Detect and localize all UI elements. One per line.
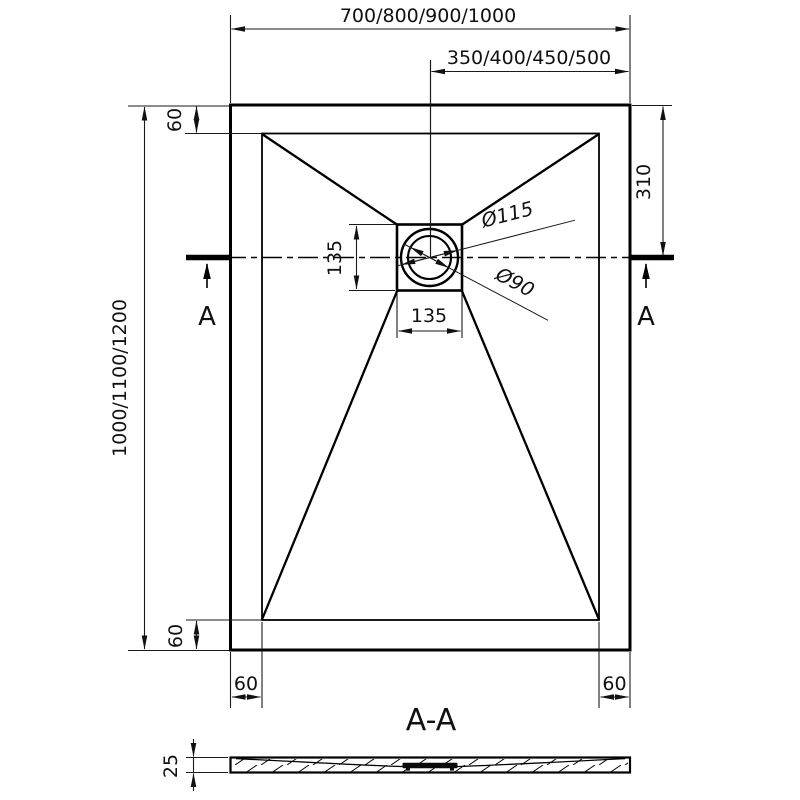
section-letter-right: A	[637, 302, 655, 332]
dim-drain-width	[397, 293, 462, 338]
dim-label-drain-height: 135	[324, 239, 346, 277]
dim-label-rim-bottom: 60	[165, 623, 187, 649]
slope-edge-bottom-right	[462, 290, 600, 620]
dim-label-rim-top: 60	[164, 107, 186, 133]
dim-label-drain-inner-diameter: Ø90	[491, 262, 539, 302]
leader-arrow	[411, 247, 430, 257]
dim-label-center-from-top: 310	[633, 163, 655, 201]
dim-thickness	[160, 739, 228, 791]
dim-label-thickness: 25	[160, 753, 182, 779]
dim-label-rim-left: 60	[233, 673, 259, 695]
plan-view	[190, 60, 670, 650]
dim-label-overall-length: 1000/1100/1200	[109, 299, 131, 457]
section-drain-foot-right	[450, 768, 454, 771]
dim-rim-top	[164, 107, 261, 134]
section-drain-foot-left	[406, 768, 410, 771]
slope-edge-top-left	[262, 134, 398, 225]
dim-label-rim-right: 60	[602, 673, 627, 695]
section-view	[231, 758, 631, 773]
dim-label-drain-width: 135	[410, 305, 448, 327]
leader-arrow	[430, 258, 449, 268]
slope-edge-bottom-left	[262, 290, 398, 620]
section-drain-cover	[403, 763, 458, 768]
dim-rim-right	[599, 622, 630, 708]
section-letter-left: A	[198, 302, 216, 332]
section-title: A-A	[405, 703, 457, 738]
dim-label-drain-outer-diameter: Ø115	[479, 196, 536, 233]
dim-center-width	[432, 47, 629, 72]
dim-rim-bottom	[165, 620, 261, 649]
leader-drain-outer-diameter	[397, 197, 575, 266]
dim-label-center-width: 350/400/450/500	[446, 47, 612, 69]
dim-label-overall-width: 700/800/900/1000	[339, 5, 517, 27]
leader-arrow	[430, 250, 458, 257]
leader-arrow	[402, 258, 430, 265]
dim-center-from-top	[632, 106, 672, 256]
dim-overall-length	[109, 106, 230, 651]
dim-rim-left	[231, 622, 263, 708]
